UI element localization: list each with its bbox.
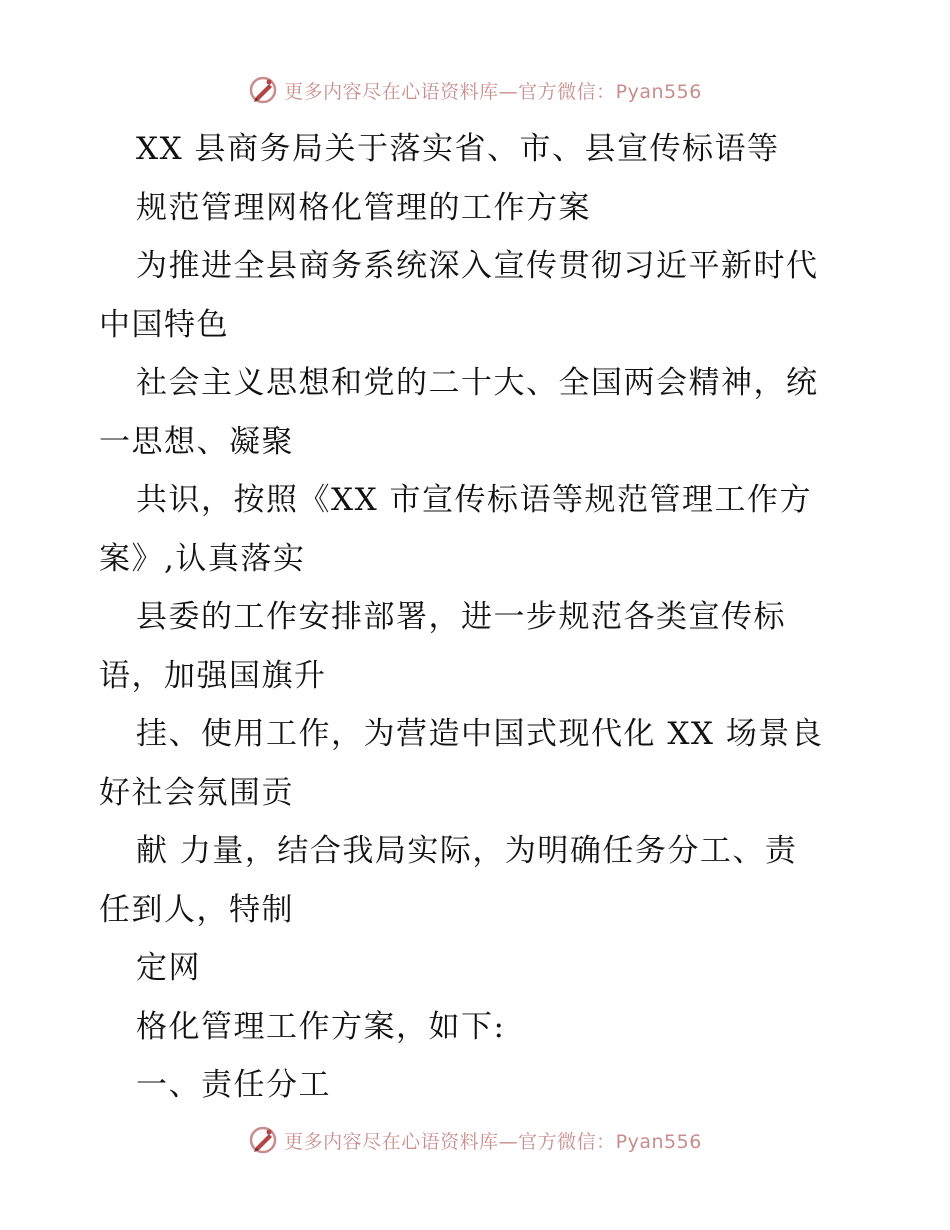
watermark-text: 更多内容尽在心语资料库—官方微信：Pyan556 [284,80,702,103]
pen-logo-icon [248,1125,278,1155]
watermark-header [0,70,950,110]
paragraph-line: 挂、使用工作，为营造中国式现代化 XX 场景良 [136,716,824,752]
paragraph-line: 中国特色 [99,306,229,343]
paragraph-line: 县委的工作安排部署，进一步规范各类宣传标 [136,599,786,635]
title-line-2: 规范管理网格化管理的工作方案 [136,189,591,226]
paragraph-line: 任到人，特制 [99,891,294,928]
watermark-footer [0,1120,950,1160]
paragraph-line: 献 力量，结合我局实际，为明确任务分工、责 [136,833,798,869]
paragraph-line: 格化管理工作方案，如下: [136,1008,506,1045]
pen-logo-icon [248,75,278,105]
section-heading: 一、责任分工 [136,1067,331,1103]
paragraph-line: 共识，按照《XX 市宣传标语等规范管理工作方 [136,482,812,518]
paragraph-line: 好社会氛围贡 [99,774,294,811]
paragraph-line: 定网 [136,950,201,986]
paragraph-line: 一思想、凝聚 [99,423,294,460]
paragraph-line: 语，加强国旗升 [99,657,327,694]
document-body [99,120,859,1115]
paragraph-line: 案》,认真落实 [99,540,306,577]
paragraph-line: 为推进全县商务系统深入宣传贯彻习近平新时代 [136,248,819,284]
paragraph-line: 社会主义思想和党的二十大、全国两会精神，统 [136,365,819,401]
title-line-1: XX 县商务局关于落实省、市、县宣传标语等 [136,131,780,167]
watermark-text: 更多内容尽在心语资料库—官方微信：Pyan556 [284,1130,702,1153]
